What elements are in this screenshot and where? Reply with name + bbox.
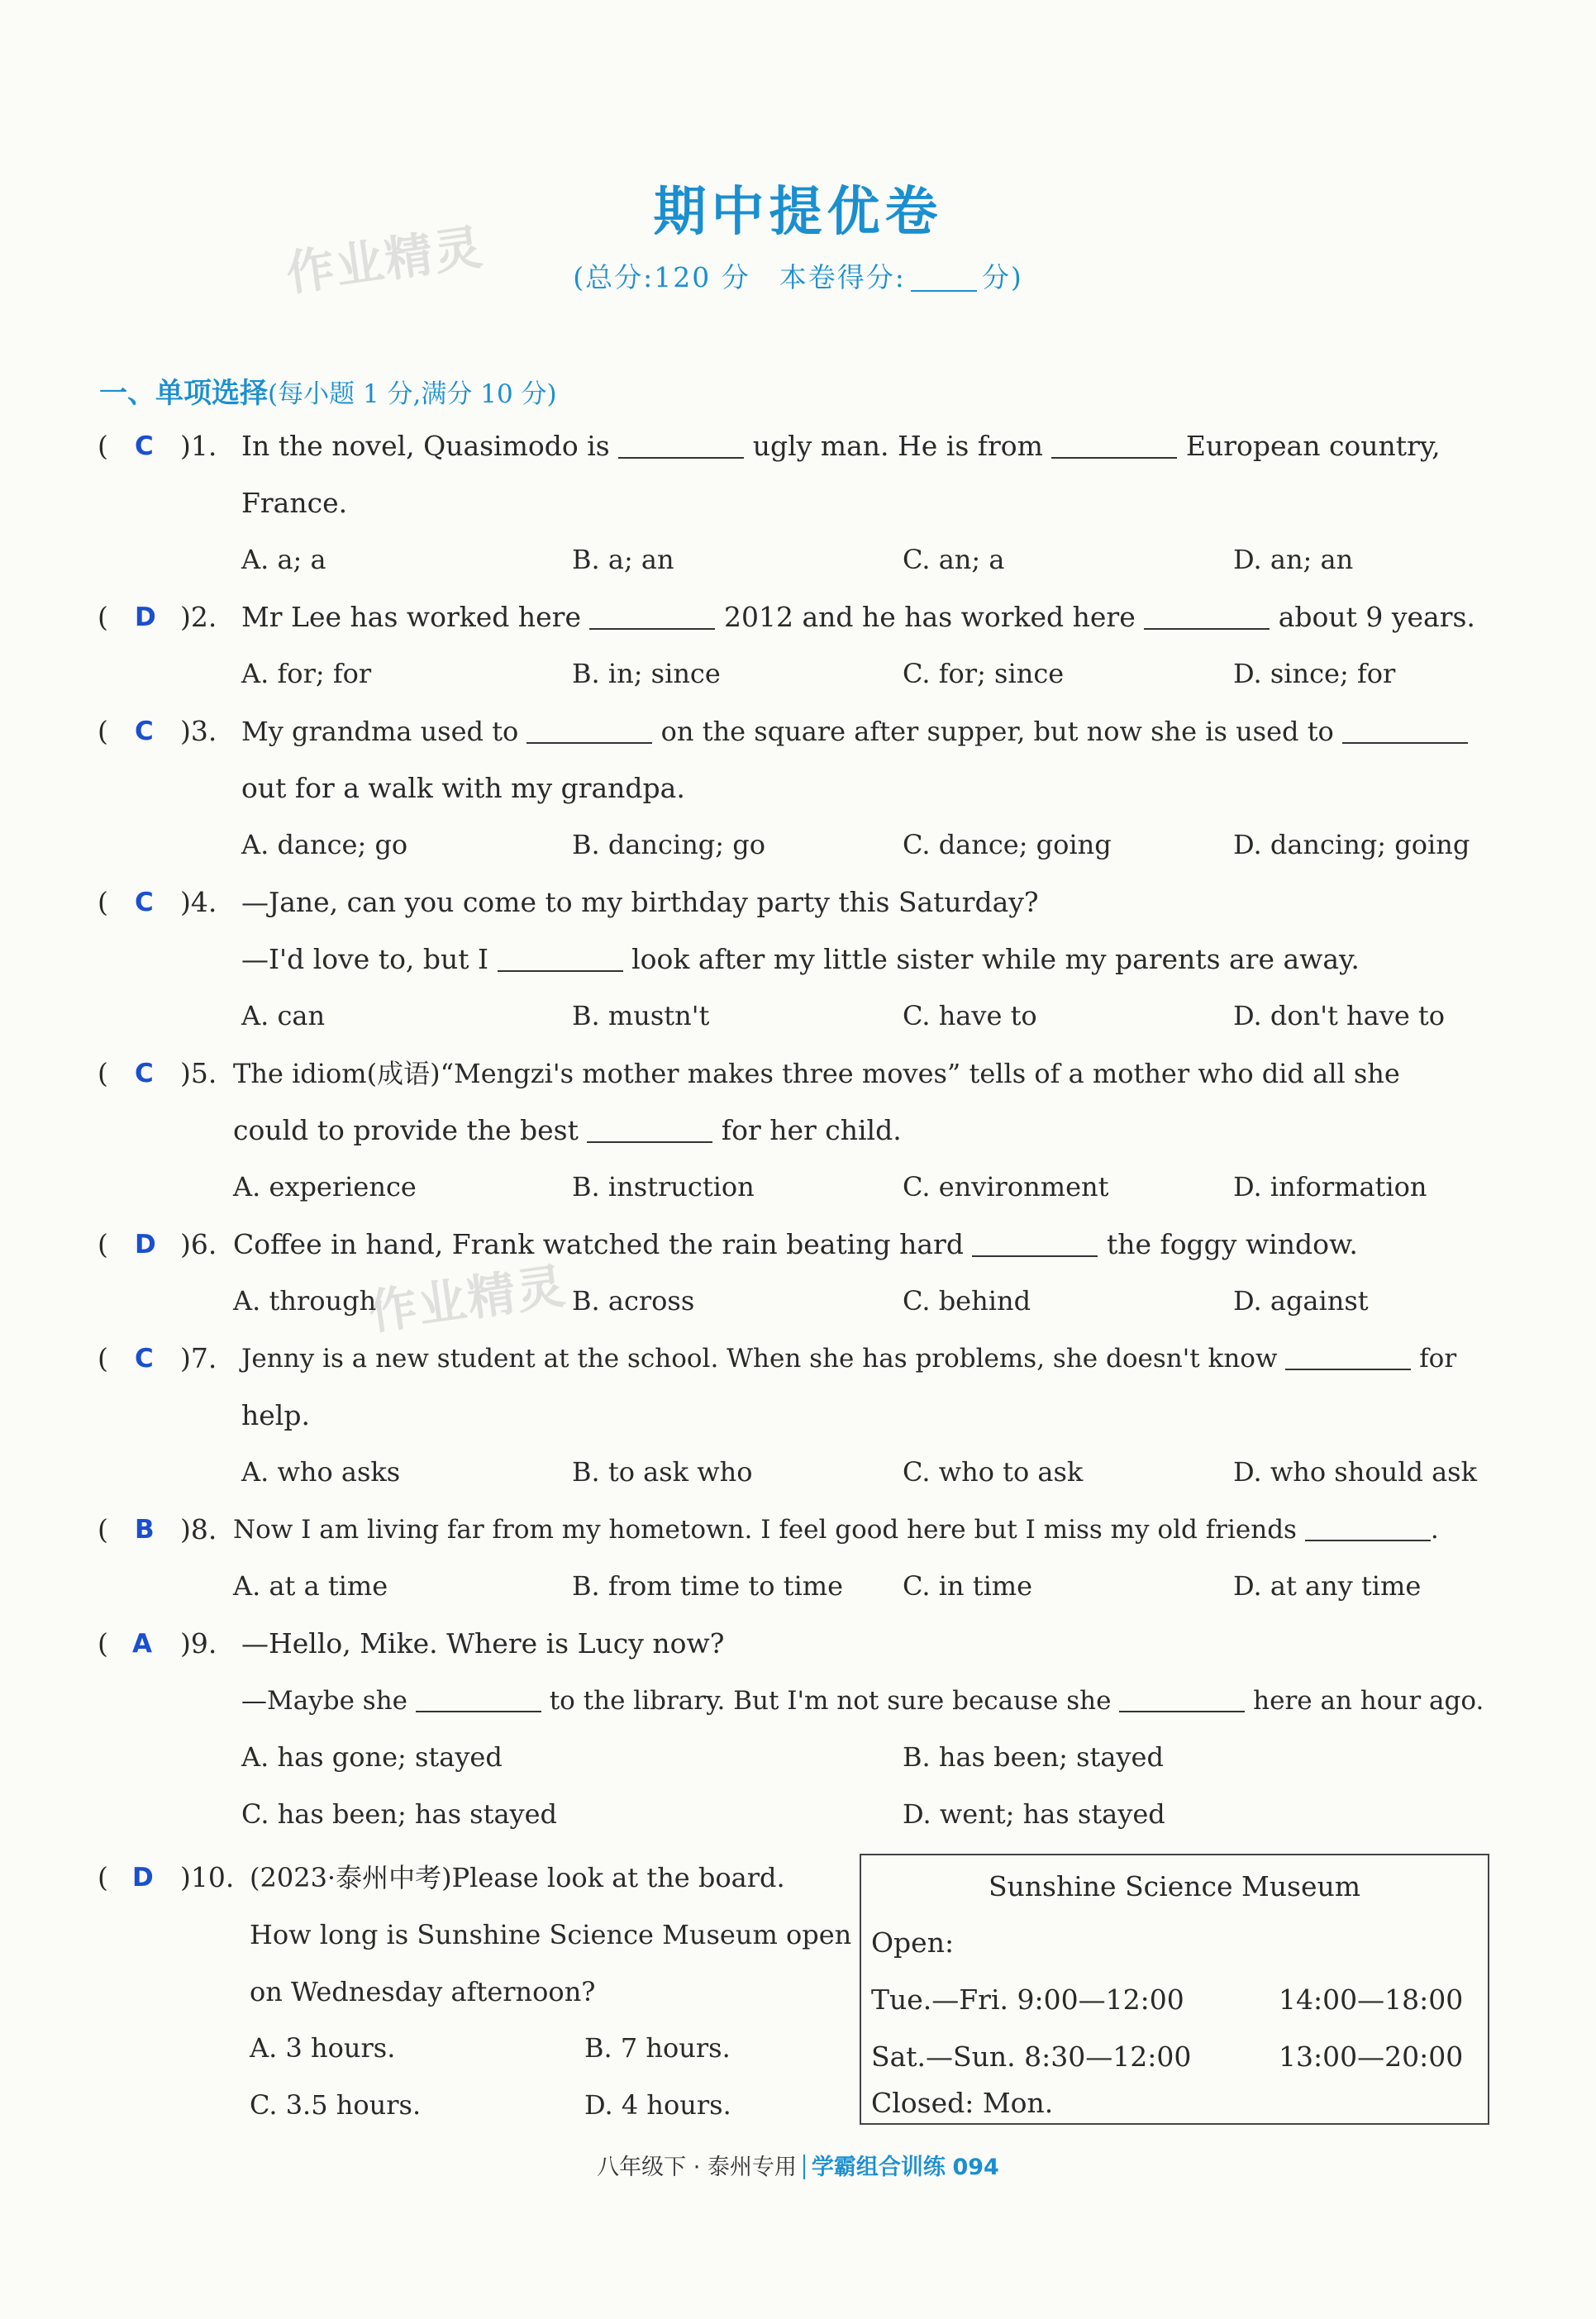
- board-weekday-hours: Tue.—Fri. 9:00—12:00: [871, 1983, 1184, 2016]
- board-weekend-afternoon: 13:00—20:00: [1279, 2040, 1464, 2073]
- option-d: D. who should ask: [1233, 1456, 1477, 1488]
- watermark-top: 作业精灵: [283, 218, 488, 302]
- question-number: )9.: [180, 1627, 217, 1659]
- page-number: 094: [952, 2155, 999, 2180]
- question-text: Jenny is a new student at the school. When she has problems, she doesn't know: [241, 1344, 1286, 1374]
- question-line: [241, 601, 1475, 634]
- question-line: (2023·泰州中考)Please look at the board.: [250, 1862, 785, 1893]
- option-b: B. in; since: [572, 658, 721, 689]
- answer-blank: [1285, 1344, 1411, 1370]
- option-c: C. an; a: [903, 544, 1005, 575]
- question-line: The idiom(成语)“Mengzi's mother makes three moves” tells of a mother who did all she: [233, 1058, 1400, 1089]
- answer-letter: C: [135, 888, 154, 917]
- question-number: )5.: [180, 1057, 217, 1089]
- option-d: D. went; has stayed: [903, 1798, 1165, 1830]
- option-b: B. a; an: [572, 544, 674, 575]
- page-title: 期中提优卷: [653, 182, 943, 243]
- question-line: How long is Sunshine Science Museum open: [250, 1919, 852, 1950]
- score-line: [0, 256, 1596, 295]
- question-line: France.: [241, 487, 348, 519]
- option-c: C. in time: [903, 1570, 1033, 1602]
- question-text: .: [1430, 1515, 1439, 1545]
- option-a: A. experience: [233, 1171, 417, 1202]
- section-heading: [99, 370, 557, 411]
- option-b: B. instruction: [572, 1171, 755, 1202]
- question-text: look after my little sister while my parents are away.: [622, 943, 1360, 975]
- option-d: D. information: [1233, 1171, 1427, 1202]
- option-c: C. environment: [903, 1171, 1109, 1202]
- option-d: D. since; for: [1233, 658, 1396, 689]
- option-d: D. 4 hours.: [584, 2089, 731, 2121]
- question-text: for: [1411, 1344, 1457, 1374]
- score-suffix: 分): [981, 261, 1023, 293]
- question-text: Now I am living far from my hometown. I feel good here but I miss my old friends: [233, 1515, 1305, 1545]
- answer-blank: [1305, 1515, 1431, 1541]
- option-c: C. behind: [903, 1285, 1031, 1317]
- question-text: European country,: [1177, 430, 1441, 462]
- question-line: [233, 1114, 902, 1147]
- question-line: [241, 943, 1360, 976]
- question-line: [233, 1228, 1358, 1261]
- answer-letter: D: [135, 602, 156, 632]
- option-c: C. who to ask: [903, 1456, 1084, 1488]
- question-text: could to provide the best: [233, 1114, 588, 1146]
- question-line: —Jane, can you come to my birthday party this Saturday?: [241, 886, 1039, 918]
- score-blank: [911, 265, 977, 292]
- answer-paren: (: [98, 1627, 108, 1659]
- answer-paren: (: [98, 1342, 108, 1374]
- question-text: on the square after supper, but now she is used to: [652, 716, 1342, 747]
- option-a: A. for; for: [241, 658, 372, 689]
- question-text: 2012 and he has worked here: [715, 601, 1145, 633]
- question-text: In the novel, Quasimodo is: [241, 430, 619, 462]
- answer-blank: [1144, 603, 1270, 630]
- answer-blank: [1119, 1686, 1245, 1712]
- option-b: B. has been; stayed: [903, 1741, 1164, 1773]
- board-weekday-afternoon: 14:00—18:00: [1279, 1983, 1464, 2016]
- answer-blank: [587, 1117, 712, 1143]
- answer-paren: (: [98, 1057, 108, 1089]
- question-text: —Maybe she: [241, 1686, 416, 1716]
- answer-blank: [1051, 432, 1177, 459]
- option-b: B. mustn't: [572, 1000, 710, 1031]
- option-d: D. an; an: [1233, 544, 1354, 575]
- option-a: A. who asks: [241, 1456, 401, 1488]
- question-text: Coffee in hand, Frank watched the rain beating hard: [233, 1228, 973, 1260]
- option-c: C. for; since: [903, 658, 1065, 689]
- option-a: A. can: [241, 1000, 326, 1031]
- answer-paren: (: [98, 601, 108, 633]
- option-c: C. have to: [903, 1000, 1037, 1031]
- question-line: out for a walk with my grandpa.: [241, 772, 685, 804]
- question-line: on Wednesday afternoon?: [250, 1976, 596, 2007]
- answer-blank: [498, 945, 623, 972]
- answer-paren: (: [98, 1861, 108, 1893]
- board-title: Sunshine Science Museum: [988, 1870, 1361, 1902]
- question-text: My grandma used to: [241, 716, 527, 747]
- option-d: D. don't have to: [1233, 1000, 1446, 1031]
- question-text: for her child.: [712, 1114, 902, 1146]
- footer-grade: 八年级下 · 泰州专用: [597, 2155, 797, 2180]
- option-a: A. at a time: [233, 1570, 388, 1602]
- option-d: D. at any time: [1233, 1570, 1422, 1602]
- question-number: )3.: [180, 715, 217, 747]
- option-b: B. from time to time: [572, 1570, 843, 1602]
- page-footer: [0, 2149, 1596, 2181]
- option-d: D. against: [1233, 1285, 1369, 1317]
- board-closed: Closed: Mon.: [871, 2087, 1054, 2119]
- museum-board: [860, 1854, 1489, 2125]
- answer-paren: (: [98, 1228, 108, 1260]
- answer-letter: C: [135, 431, 154, 461]
- question-text: ugly man. He is from: [744, 430, 1052, 462]
- option-a: A. has gone; stayed: [241, 1741, 503, 1773]
- question-number: )10.: [180, 1861, 235, 1893]
- answer-letter: C: [135, 1059, 154, 1088]
- question-text: —I'd love to, but I: [241, 943, 498, 975]
- question-number: )6.: [180, 1228, 217, 1260]
- question-text: the foggy window.: [1098, 1228, 1358, 1260]
- footer-brand: 学霸组合训练: [811, 2155, 946, 2180]
- question-line: help.: [241, 1399, 310, 1431]
- question-number: )7.: [180, 1342, 217, 1374]
- watermark-middle: 作业精灵: [365, 1257, 570, 1341]
- question-text: Mr Lee has worked here: [241, 601, 590, 633]
- question-number: )1.: [180, 430, 217, 462]
- option-b: B. across: [572, 1285, 695, 1317]
- question-line: [241, 1684, 1484, 1717]
- answer-paren: (: [98, 886, 108, 918]
- answer-letter: D: [135, 1230, 156, 1259]
- score-prefix: (总分:120 分 本卷得分:: [573, 261, 906, 293]
- answer-blank: [589, 603, 715, 630]
- question-line: [233, 1513, 1439, 1546]
- question-number: )8.: [180, 1513, 217, 1545]
- question-text: about 9 years.: [1270, 601, 1475, 633]
- question-line: [241, 430, 1441, 463]
- question-number: )2.: [180, 601, 217, 633]
- answer-letter: C: [135, 1344, 154, 1374]
- answer-blank: [526, 717, 652, 744]
- option-c: C. has been; has stayed: [241, 1798, 558, 1830]
- question-line: [241, 715, 1468, 748]
- option-b: B. dancing; go: [572, 829, 765, 860]
- option-d: D. dancing; going: [1233, 829, 1470, 860]
- board-open-label: Open:: [871, 1926, 955, 1959]
- answer-letter: C: [135, 717, 154, 746]
- option-a: A. a; a: [241, 544, 326, 575]
- answer-paren: (: [98, 715, 108, 747]
- option-c: C. dance; going: [903, 829, 1112, 860]
- answer-paren: (: [98, 430, 108, 462]
- section-note: (每小题 1 分,满分 10 分): [268, 379, 557, 409]
- option-a: A. dance; go: [241, 829, 408, 860]
- question-line: [241, 1342, 1456, 1375]
- board-weekend-hours: Sat.—Sun. 8:30—12:00: [871, 2040, 1192, 2073]
- question-text: to the library. But I'm not sure because she: [541, 1686, 1120, 1716]
- option-b: B. 7 hours.: [584, 2032, 731, 2064]
- answer-blank: [1342, 717, 1468, 744]
- answer-letter: B: [135, 1515, 155, 1545]
- answer-blank: [618, 432, 744, 459]
- answer-blank: [416, 1686, 541, 1712]
- option-b: B. to ask who: [572, 1456, 753, 1488]
- answer-paren: (: [98, 1513, 108, 1545]
- option-a: A. 3 hours.: [250, 2032, 396, 2064]
- question-number: )4.: [180, 886, 217, 918]
- answer-letter: D: [132, 1863, 154, 1893]
- answer-blank: [972, 1231, 1098, 1257]
- question-text: here an hour ago.: [1245, 1686, 1484, 1716]
- section-title: 一、单项选择: [99, 377, 268, 410]
- footer-divider: [803, 2155, 805, 2179]
- answer-letter: A: [132, 1629, 152, 1659]
- question-line: —Hello, Mike. Where is Lucy now?: [241, 1627, 725, 1659]
- option-c: C. 3.5 hours.: [250, 2089, 422, 2121]
- option-a: A. through: [233, 1285, 377, 1317]
